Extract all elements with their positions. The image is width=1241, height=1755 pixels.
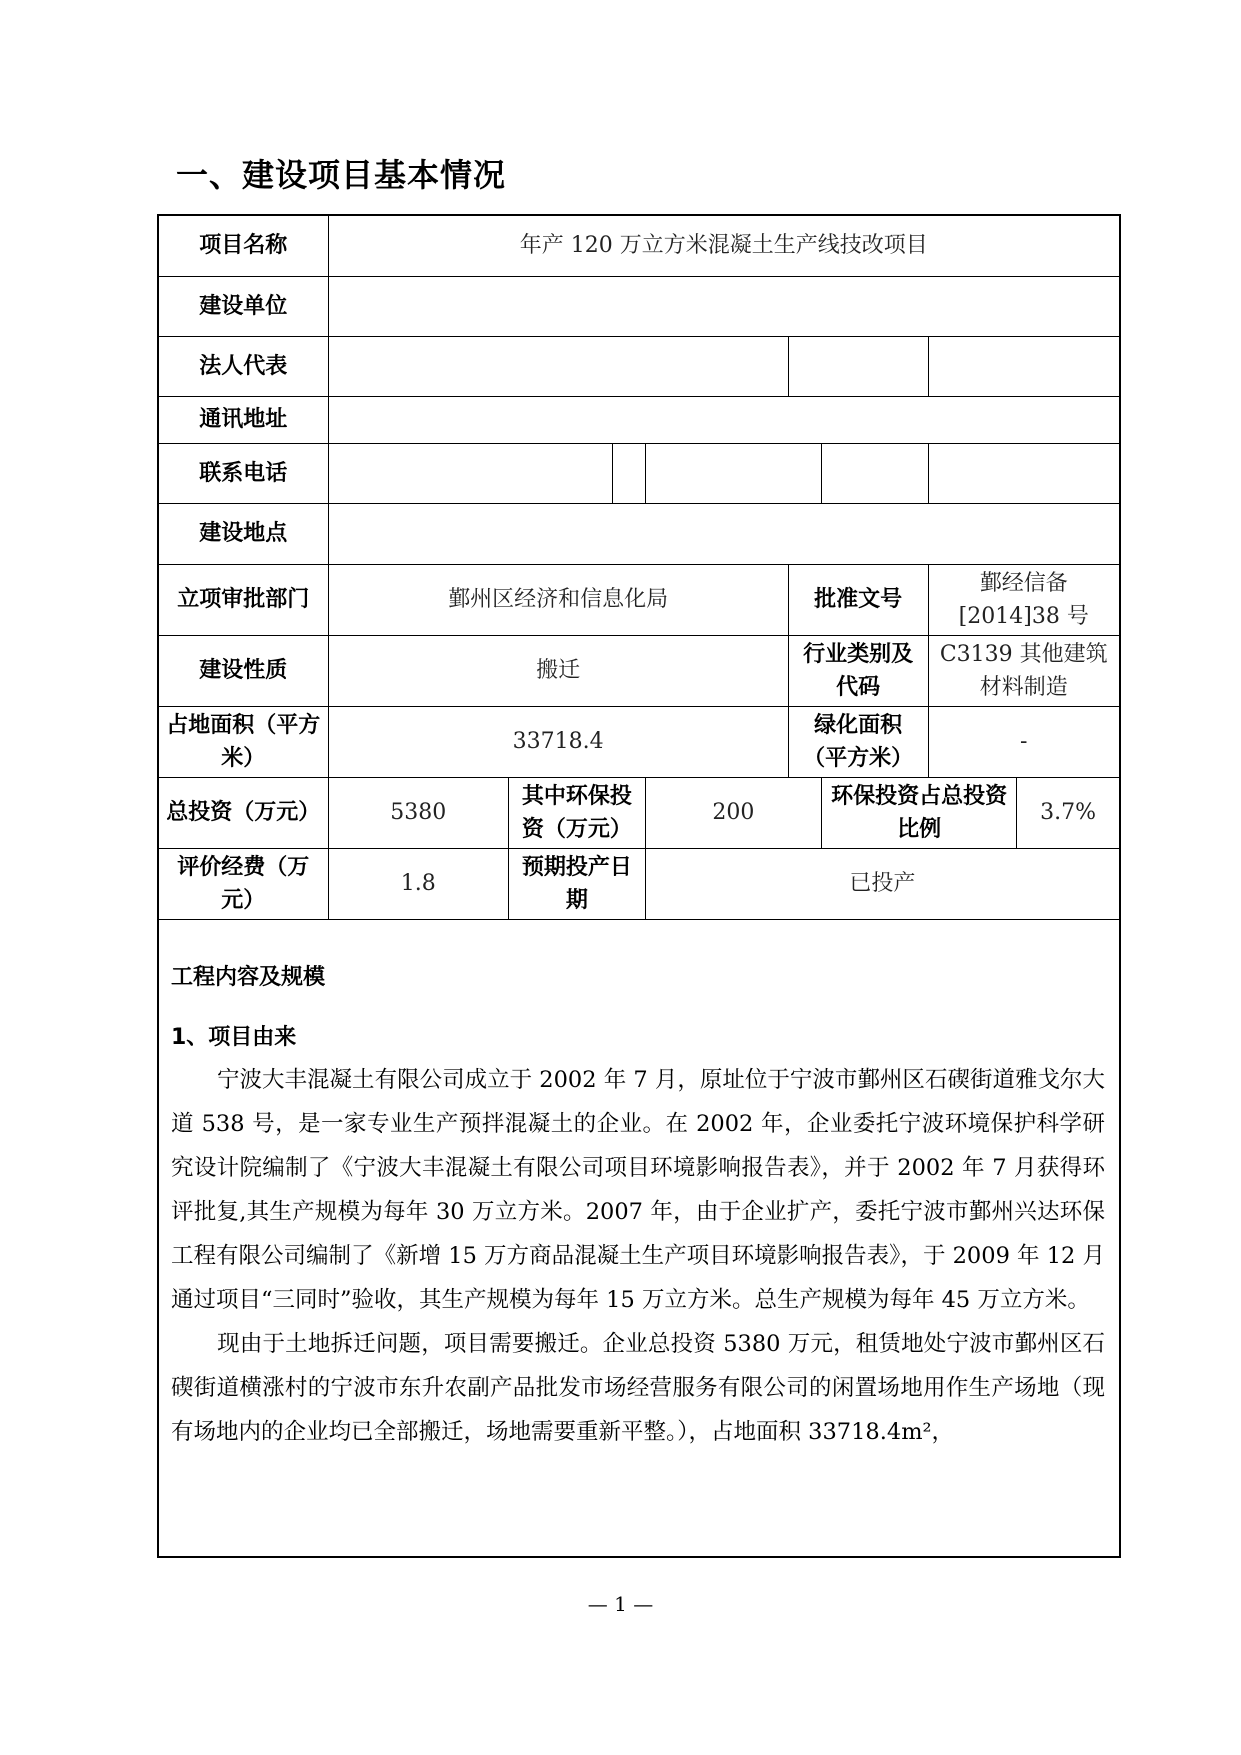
green-area-value: - [928, 706, 1119, 777]
fax-value [645, 443, 821, 503]
row-legal-rep [159, 336, 1119, 396]
paragraph-origin-1 [171, 1058, 1105, 1322]
row-approval [159, 564, 1119, 635]
env-ratio-value: 3.7% [1017, 777, 1119, 848]
approval-no-label: 批准文号 [788, 564, 928, 635]
approval-no-value: 鄞经信备[2014]38 号 [928, 564, 1119, 635]
eval-fee-label: 评价经费（万元） [159, 848, 328, 919]
subsection-title: 1、项目由来 [171, 1025, 297, 1050]
total-invest-label: 总投资（万元） [159, 777, 328, 848]
paragraph-1-text: 宁波大丰混凝土有限公司成立于 2002 年 7 月，原址位于宁波市鄞州区石碶街道雅戈尔大道 538 号，是一家专业生产预拌混凝土的企业。在 2002 年，企业委托宁波环境保护科学研究设计院编制了《宁波大丰混凝土有限公司项目环境影响报告表》，并于 2002 年 7 月获得环评批复,其生产规模为每年 30 万立方米。2007 年，由于企业扩产，委托宁波市鄞州兴达环保工程有限公司编制了《新增 15 万方商品混凝土生产项目环境影响报告表》，于 2009 年 12 月通过项目“三同时”验收，其生产规模为每年 15 万立方米。总生产规模为每年 45 万立方米。 [171, 1067, 1105, 1313]
row-builder [159, 276, 1119, 336]
env-invest-value: 200 [645, 777, 821, 848]
industry-value: C3139 其他建筑材料制造 [928, 635, 1119, 706]
expected-date-value: 已投产 [645, 848, 1119, 919]
row-phone [159, 443, 1119, 503]
phone-value [328, 443, 613, 503]
expected-date-label: 预期投产日期 [509, 848, 646, 919]
env-invest-label: 其中环保投资（万元） [509, 777, 646, 848]
project-info-table [159, 216, 1119, 920]
green-area-label: 绿化面积（平方米） [788, 706, 928, 777]
project-content [159, 946, 1119, 1454]
postcode-value [928, 443, 1119, 503]
project-name-value: 年产 120 万立方米混凝土生产线技改项目 [328, 216, 1119, 276]
legal-rep-extra-value [928, 336, 1119, 396]
page-title: 一、建设项目基本情况 [176, 156, 507, 194]
row-address [159, 396, 1119, 443]
section-title: 工程内容及规模 [171, 965, 326, 990]
fax-label [613, 443, 645, 503]
address-label: 通讯地址 [159, 396, 328, 443]
postcode-label [822, 443, 928, 503]
row-site [159, 503, 1119, 564]
project-name-label: 项目名称 [159, 216, 328, 276]
industry-label: 行业类别及代码 [788, 635, 928, 706]
nature-label: 建设性质 [159, 635, 328, 706]
paragraph-2-text: 现由于土地拆迁问题，项目需要搬迁。企业总投资 5380 万元，租赁地处宁波市鄞州区石碶街道横涨村的宁波市东升农副产品批发市场经营服务有限公司的闲置场地用作生产场地（现有场地内的企业均已全部搬迁，场地需要重新平整。），占地面积 33718.4m²， [171, 1331, 1105, 1445]
nature-value: 搬迁 [328, 635, 788, 706]
builder-value [328, 276, 1119, 336]
paragraph-origin-2 [171, 1322, 1105, 1454]
site-value [328, 503, 1119, 564]
row-investment [159, 777, 1119, 848]
land-area-value: 33718.4 [328, 706, 788, 777]
address-value [328, 396, 1119, 443]
site-label: 建设地点 [159, 503, 328, 564]
project-info-frame [157, 214, 1121, 1558]
builder-label: 建设单位 [159, 276, 328, 336]
env-ratio-label: 环保投资占总投资比例 [822, 777, 1017, 848]
page-number: — 1 — [587, 1592, 654, 1616]
total-invest-value: 5380 [328, 777, 509, 848]
legal-rep-extra-label [788, 336, 928, 396]
row-project-name [159, 216, 1119, 276]
approval-dept-value: 鄞州区经济和信息化局 [328, 564, 788, 635]
eval-fee-value: 1.8 [328, 848, 509, 919]
approval-dept-label: 立项审批部门 [159, 564, 328, 635]
phone-label: 联系电话 [159, 443, 328, 503]
row-area [159, 706, 1119, 777]
row-nature [159, 635, 1119, 706]
row-eval [159, 848, 1119, 919]
legal-rep-value [328, 336, 788, 396]
legal-rep-label: 法人代表 [159, 336, 328, 396]
land-area-label: 占地面积（平方米） [159, 706, 328, 777]
